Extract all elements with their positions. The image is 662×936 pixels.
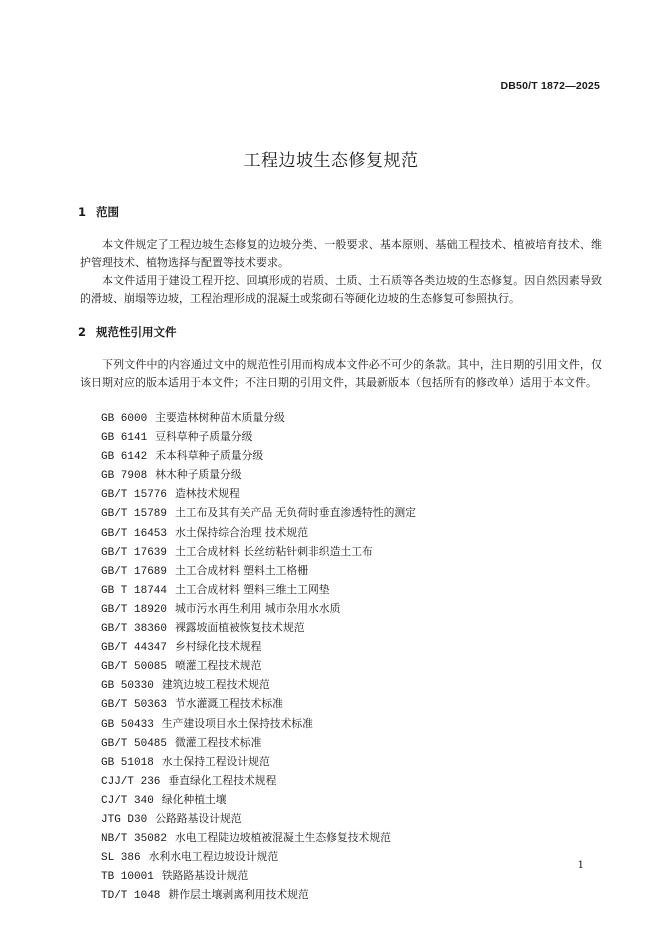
section-heading-normative-references (78, 324, 177, 340)
reference-title: 建筑边坡工程技术规范 (161, 678, 270, 692)
reference-item (101, 580, 416, 599)
section-title: 范围 (96, 205, 119, 219)
reference-title: 裸露坡面植被恢复技术规范 (175, 621, 305, 635)
section-heading-scope (78, 204, 119, 220)
reference-title: 土工合成材料 长丝纺粘针刺非织造土工布 (175, 544, 373, 558)
reference-title: 水电工程陡边坡植被混凝土生态修复技术规范 (175, 831, 391, 845)
reference-item (101, 828, 416, 847)
reference-list (101, 408, 416, 904)
reference-code: GB/T 17639 (101, 546, 168, 559)
reference-code: GB/T 50363 (101, 699, 168, 712)
reference-code: TB 10001 (101, 871, 154, 884)
reference-title: 土工布及其有关产品 无负荷时垂直渗透特性的测定 (175, 506, 416, 520)
reference-item (101, 847, 416, 866)
reference-item (101, 809, 416, 828)
reference-title: 主要造林树种苗木质量分级 (155, 411, 285, 424)
reference-title: 豆科草种子质量分级 (155, 430, 253, 444)
reference-title: 生产建设项目水土保持技术标准 (161, 716, 313, 730)
reference-title: 喷灌工程技术规范 (175, 659, 262, 673)
reference-item (101, 484, 416, 503)
reference-item (101, 446, 416, 465)
reference-item (101, 465, 416, 484)
reference-title: 水利水电工程边坡设计规范 (148, 850, 279, 864)
document-title: 工程边坡生态修复规范 (243, 151, 419, 171)
scope-paragraph-2: 本文件适用于建设工程开挖、回填形成的岩质、土质、土石质等各类边坡的生态修复。因自然因素导致的滑坡、崩塌等边坡，工程治理形成的混凝土或浆砌石等硬化边坡的生态修复可参照执行。 (80, 274, 602, 305)
scope-paragraph-1: 本文件规定了工程边坡生态修复的边坡分类、一般要求、基本原则、基础工程技术、植被培育技术、维护管理技术、植物选择与配置等技术要求。 (80, 238, 602, 269)
reference-item (101, 523, 416, 542)
reference-title: 造林技术规程 (175, 487, 240, 501)
reference-item (101, 408, 416, 427)
section-number: 2 (78, 325, 87, 339)
reference-item (101, 714, 416, 733)
reference-title: 土工合成材料 塑料土工格栅 (175, 563, 309, 577)
references-intro-paragraph: 下列文件中的内容通过文中的规范性引用而构成本文件必不可少的条款。其中，注日期的引用文件，仅该日期对应的版本适用于本文件；不注日期的引用文件，其最新版本（包括所有的修改单）适用于本文件。 (80, 358, 602, 389)
reference-item (101, 542, 416, 561)
reference-title: 城市污水再生利用 城市杂用水水质 (175, 601, 341, 615)
section-title: 规范性引用文件 (96, 325, 177, 339)
reference-code: TD/T 1048 (101, 890, 161, 903)
reference-code: GB/T 50085 (101, 661, 168, 674)
reference-title: 垂直绿化工程技术规程 (168, 773, 277, 787)
reference-item (101, 561, 416, 580)
reference-code: GB/T 15789 (101, 508, 168, 521)
reference-item (101, 694, 416, 713)
reference-code: GB/T 15776 (101, 489, 168, 502)
reference-code: GB 50330 (101, 680, 154, 693)
reference-title: 节水灌溉工程技术标准 (175, 697, 283, 711)
reference-code: GB/T 16453 (101, 527, 168, 540)
reference-item (101, 656, 416, 675)
reference-code: NB/T 35082 (101, 833, 168, 846)
reference-title: 铁路路基设计规范 (161, 869, 249, 883)
reference-item (101, 503, 416, 522)
reference-code: GB/T 18920 (101, 603, 168, 616)
reference-title: 耕作层土壤剥离利用技术规范 (168, 888, 309, 902)
reference-code: GB 6000 (101, 413, 148, 425)
reference-code: GB 7908 (101, 470, 148, 483)
reference-code: GB/T 17689 (101, 565, 168, 578)
reference-title: 水土保持工程设计规范 (161, 754, 270, 768)
reference-item (101, 675, 416, 694)
reference-title: 公路路基设计规范 (155, 811, 242, 825)
reference-item (101, 752, 416, 771)
reference-title: 林木种子质量分级 (155, 468, 242, 482)
reference-item (101, 771, 416, 790)
section-number: 1 (78, 205, 87, 219)
page-number: 1 (577, 860, 584, 871)
reference-item (101, 637, 416, 656)
standard-code: DB50/T 1872—2025 (500, 80, 600, 92)
reference-code: GB/T 38360 (101, 623, 168, 636)
reference-title: 绿化种植土壤 (161, 792, 227, 806)
reference-code: CJ/T 340 (101, 794, 154, 807)
reference-item (101, 618, 416, 637)
reference-code: GB 6142 (101, 451, 148, 464)
reference-item (101, 790, 416, 809)
reference-item (101, 599, 416, 618)
reference-code: GB 50433 (101, 718, 154, 731)
reference-item (101, 866, 416, 885)
reference-item (101, 733, 416, 752)
reference-title: 水土保持综合治理 技术规范 (175, 525, 309, 539)
reference-title: 禾本科草种子质量分级 (155, 449, 264, 463)
reference-code: GB T 18744 (101, 584, 168, 597)
reference-code: GB/T 44347 (101, 642, 168, 655)
reference-title: 土工合成材料 塑料三维土工网垫 (175, 582, 330, 596)
reference-item (101, 885, 416, 904)
reference-code: GB 51018 (101, 756, 154, 769)
reference-title: 微灌工程技术标准 (175, 735, 262, 749)
reference-item (101, 427, 416, 446)
reference-code: GB 6141 (101, 432, 148, 445)
reference-title: 乡村绿化技术规程 (175, 640, 262, 654)
reference-code: CJJ/T 236 (101, 775, 161, 788)
reference-code: JTG D30 (101, 813, 148, 826)
reference-code: SL 386 (101, 852, 141, 865)
reference-code: GB/T 50485 (101, 737, 168, 750)
